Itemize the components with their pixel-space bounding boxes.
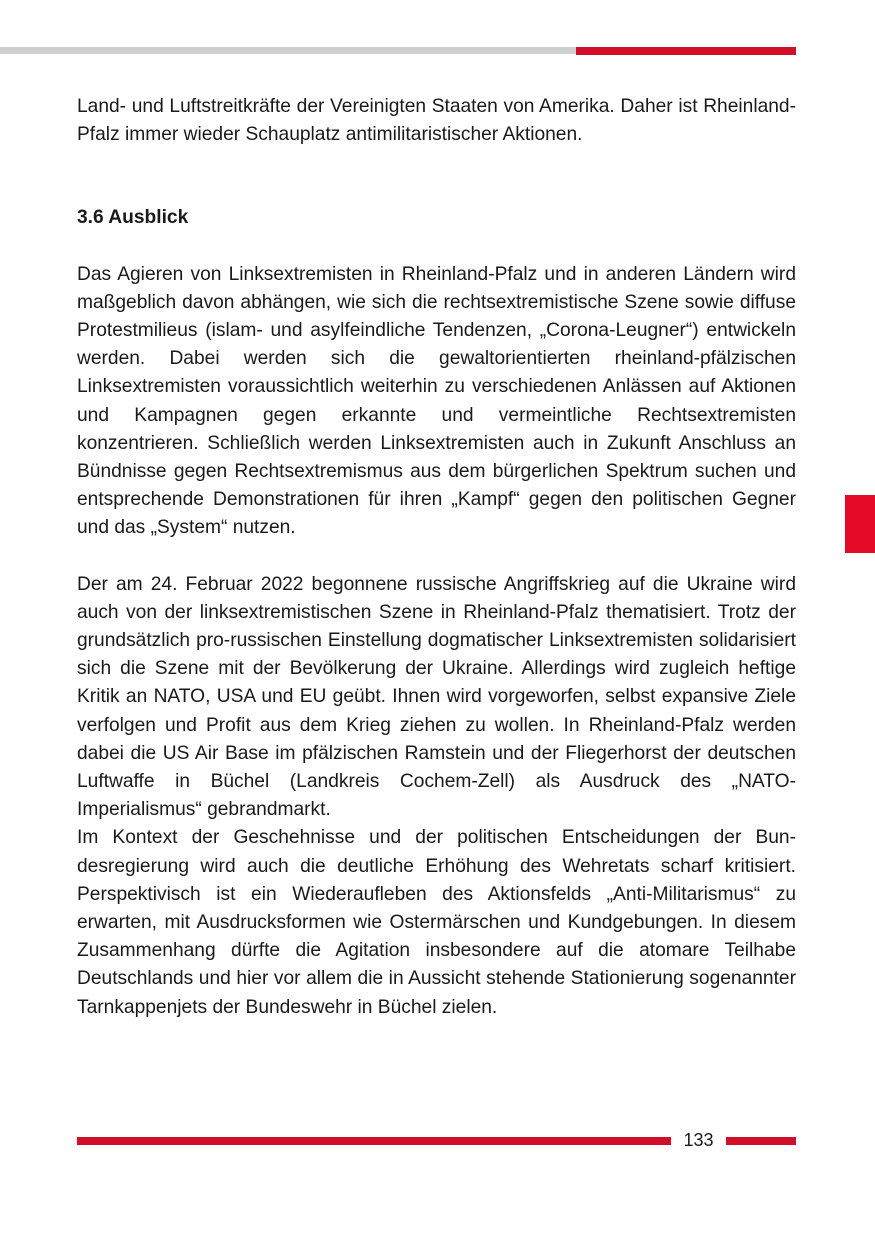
chapter-side-tab	[845, 495, 875, 553]
page-number: 133	[683, 1130, 714, 1150]
footer-rule-right	[726, 1137, 796, 1145]
header-rule-grey	[0, 47, 576, 54]
page-body	[77, 93, 796, 1022]
intro-paragraph: Land- und Luftstreitkräfte der Vereinigten Staaten von Amerika. Daher ist Rheinland-Pfalz immer wieder Schauplatz antimilitaristischer Aktionen.	[77, 96, 796, 146]
header-rule-accent	[576, 47, 796, 55]
body-paragraph-ukraine: Der am 24. Februar 2022 begonnene russische Angriffskrieg auf die Ukraine wird auch von der linksextremistischen Szene in Rheinland-Pfalz thematisiert. Trotz der grundsätzlich pro-russischen Einstellung dogmatischer Linksextremisten solidarisiert sich die Szene mit der Bevölkerung der Ukraine. Allerdings wird zugleich heftige Kritik an NATO, USA und EU geübt. Ihnen wird vorgeworfen, selbst expansive Ziele verfolgen und Profit aus dem Krieg ziehen zu wollen. In Rheinland-Pfalz werden dabei die US Air Base im pfälzischen Ramstein und der Fliegerhorst der deutschen Luftwaffe in Büchel (Landkreis Cochem-Zell) als Ausdruck des „NATO-Imperialismus“ gebrandmarkt.	[77, 573, 796, 821]
body-paragraph-military-budget: Im Kontext der Geschehnisse und der politischen Entscheidungen der Bundesregierung wird auch die deutliche Erhöhung des Wehretats scharf kritisiert. Perspektivisch ist ein Wiederaufleben des Aktionsfelds „Anti-Militarismus“ zu erwarten, mit Ausdrucksformen wie Ostermärschen und Kundgebungen. In diesem Zusammenhang dürfte die Agitation insbesondere auf die atomare Teilhabe Deutschlands und hier vor allem die in Aussicht stehende Stationierung sogenannter Tarnkappenjets der Bundeswehr in Büchel zielen.	[77, 827, 796, 1018]
body-paragraph-outlook: Das Agieren von Linksextremisten in Rheinland-Pfalz und in anderen Ländern wird maßgeblich davon abhängen, wie sich die rechtsextremistische Szene sowie diffuse Protestmilieus (islam- und asylfeindliche Tendenzen, „Corona-Leugner“) entwickeln werden. Dabei werden sich die gewaltorientierten rheinland-pfälzischen Linksextremisten voraussichtlich weiterhin zu verschiedenen Anlässen auf Aktionen und Kampagnen gegen erkannte und vermeintliche Rechtsextremisten konzentrieren. Schließlich werden Linksextremisten auch in Zukunft Anschluss an Bündnisse gegen Rechtsextremismus aus dem bürgerlichen Spektrum suchen und entsprechende Demonstrationen für ihren „Kampf“ gegen den politischen Gegner und das „System“ nutzen.	[77, 263, 796, 539]
footer-rule-left	[77, 1137, 671, 1145]
section-heading: 3.6 Ausblick	[77, 207, 189, 229]
